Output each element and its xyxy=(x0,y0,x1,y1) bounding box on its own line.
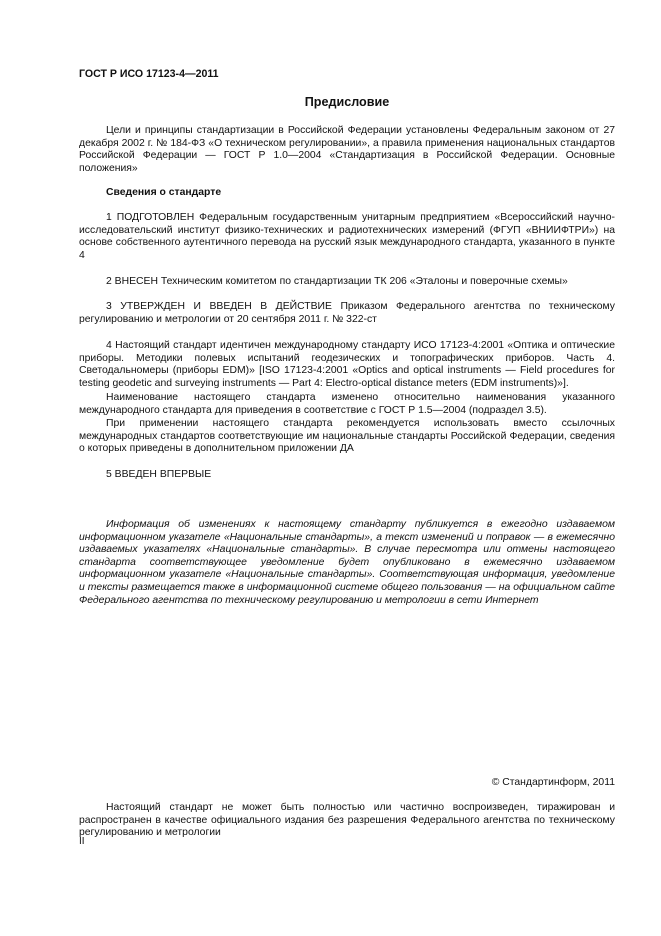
item-4-name-change-paragraph: Наименование настоящего стандарта изменено относительно наименования указанного международного стандарта для приведения в соответствие с ГОСТ Р 1.5—2004 (подраздел 3.5). xyxy=(79,392,615,416)
item-5-paragraph: 5 ВВЕДЕН ВПЕРВЫЕ xyxy=(106,469,212,480)
intro-paragraph: Цели и принципы стандартизации в Российской Федерации установлены Федеральным законом от 27 декабря 2002 г. № 184-ФЗ «О техническом регулировании», а правила применения национальных стандартов Российской Федерации — ГОСТ Р 1.0—2004 «Стандартизация в Российской Федерации. Основные положения» xyxy=(79,125,615,174)
item-4-paragraph: 4 Настоящий стандарт идентичен международному стандарту ИСО 17123-4:2001 «Оптика и оптические приборы. Методики полевых испытаний геодезических и топографических приборов. Часть 4. Светодальномеры (приборы EDM)» [ISO 17123-4:2001 «Optics and optical instruments — Field procedures for testing geodetic and surveying instruments — Part 4: Electro-optical distance meters (EDM instruments)»]. xyxy=(79,340,615,389)
copyright-line: © Стандартинформ, 2011 xyxy=(491,777,615,788)
item-2-paragraph: 2 ВНЕСЕН Техническим комитетом по стандартизации ТК 206 «Эталоны и поверочные схемы» xyxy=(106,276,568,287)
page-number: II xyxy=(79,836,85,847)
item-3-paragraph: 3 УТВЕРЖДЕН И ВВЕДЕН В ДЕЙСТВИЕ Приказом Федерального агентства по техническому регулированию и метрологии от 20 сентября 2011 г. № 322-ст xyxy=(79,301,615,325)
item-1-paragraph: 1 ПОДГОТОВЛЕН Федеральным государственным унитарным предприятием «Всероссийский научно-исследовательский институт физико-технических и радиотехнических измерений (ФГУП «ВНИИФТРИ») на основе собственного аутентичного перевода на русский язык международного стандарта, указанного в пункте 4 xyxy=(79,212,615,261)
section-heading: Сведения о стандарте xyxy=(106,187,222,198)
amendments-notice: Информация об изменениях к настоящему стандарту публикуется в ежегодно издаваемом информационном указателе «Национальные стандарты», а текст изменений и поправок — в ежемесячно издаваемых указателях «Национальные стандарты». В случае пересмотра или отмены настоящего стандарта соответствующее уведомление будет опубликовано в ежемесячно издаваемом информационном указателе «Национальные стандарты». Соответствующая информация, уведомление и тексты размещается также в информационной системе общего пользования — на официальном сайте Федерального агентства по техническому регулированию и метрологии в сети Интернет xyxy=(79,519,615,606)
page-title: Предисловие xyxy=(304,95,390,109)
document-code-header: ГОСТ Р ИСО 17123-4—2011 xyxy=(79,68,219,80)
item-4-references-paragraph: При применении настоящего стандарта рекомендуется использовать вместо ссылочных международных стандартов соответствующие им национальные стандарты Российской Федерации, сведения о которых приведены в дополнительном приложении ДА xyxy=(79,418,615,455)
reproduction-notice: Настоящий стандарт не может быть полностью или частично воспроизведен, тиражирован и распространен в качестве официального издания без разрешения Федерального агентства по техническому регулированию и метрологии xyxy=(79,802,615,839)
